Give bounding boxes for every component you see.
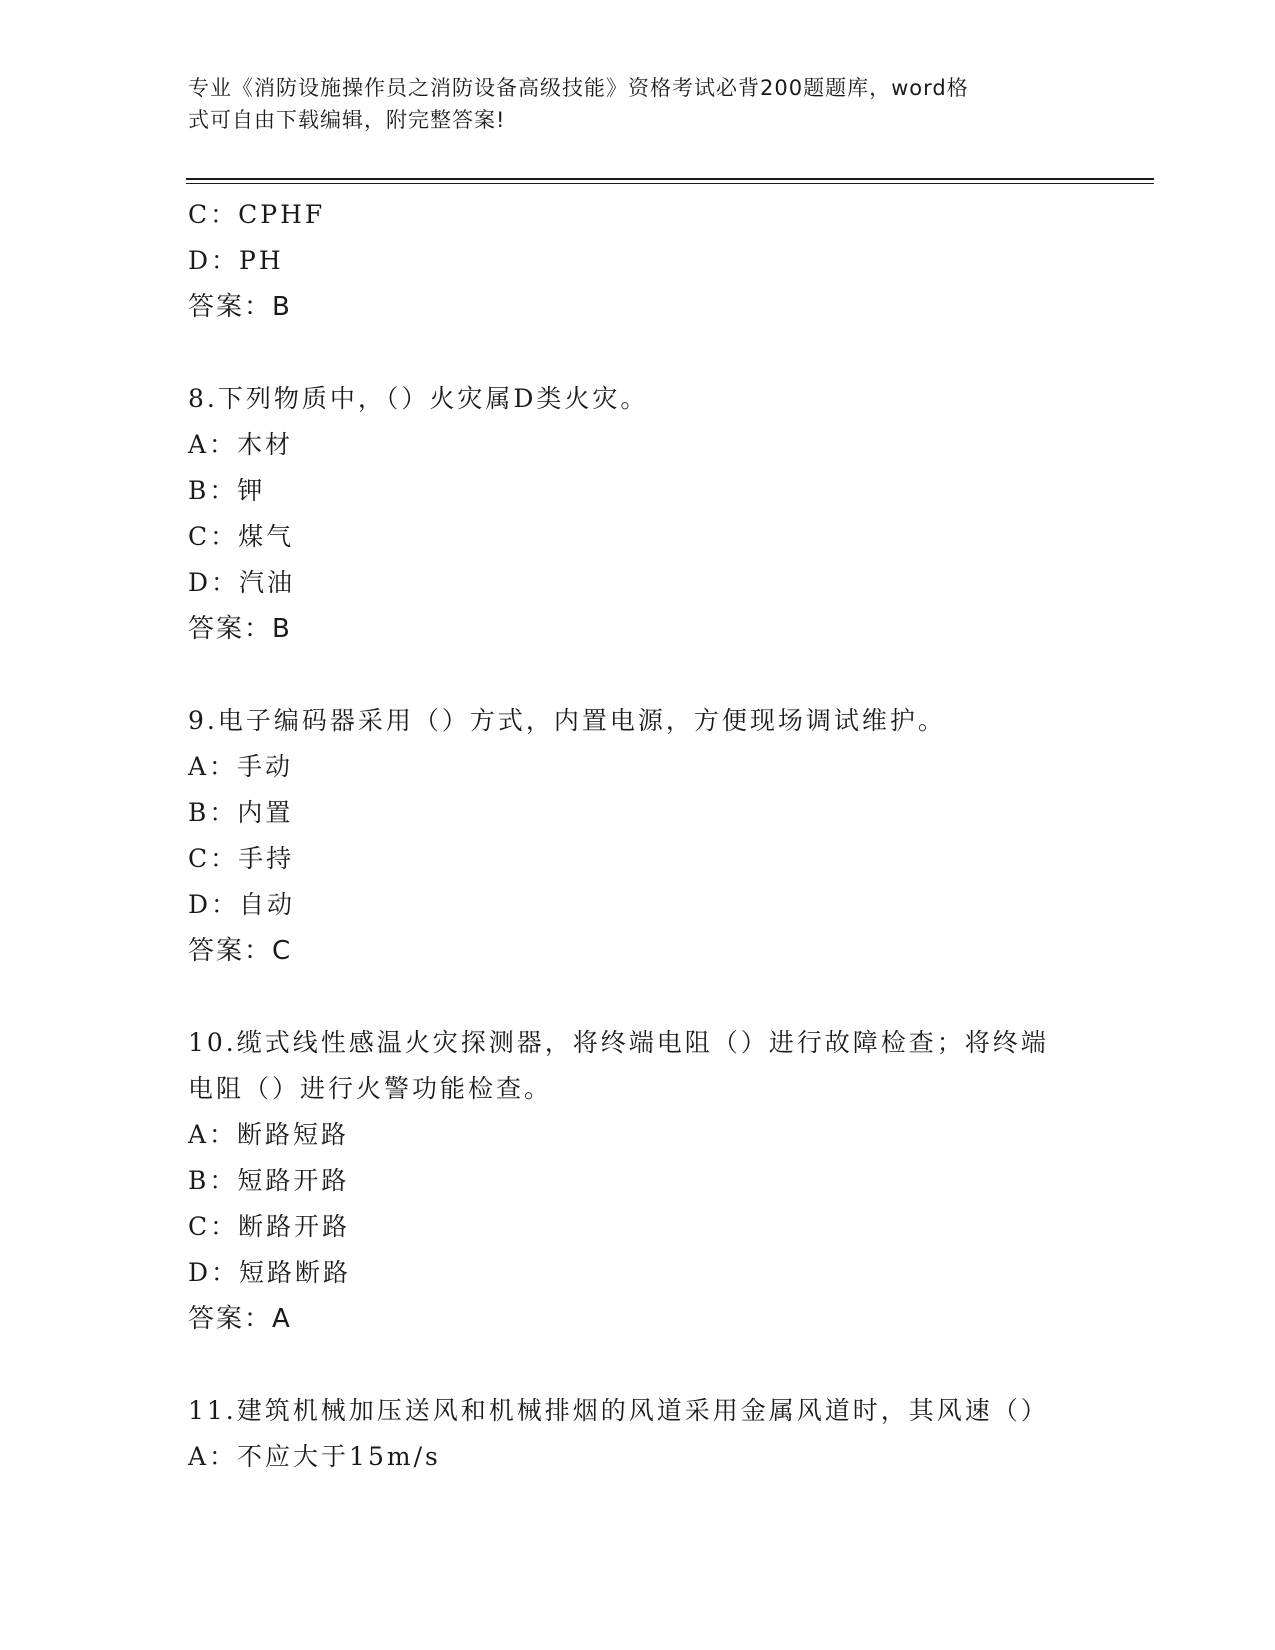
option-b: B：内置: [188, 798, 294, 827]
option-b: B：钾: [188, 476, 266, 505]
question-list: [188, 192, 1088, 1480]
option-c: C：断路开路: [188, 1212, 351, 1241]
question-stem: 8.下列物质中，（）火灾属D类火灾。: [188, 384, 649, 413]
option-d: D：汽油: [188, 568, 296, 597]
question-gap: [188, 1342, 1088, 1388]
question-stem-line-2: 电阻（）进行火警功能检查。: [188, 1074, 553, 1103]
question-8: [188, 376, 1088, 652]
header-line-1: 专业《消防设施操作员之消防设备高级技能》资格考试必背200题题库，word格: [188, 76, 969, 100]
option-c: C：煤气: [188, 522, 295, 551]
option-a: A：木材: [188, 430, 294, 459]
option-a: A：手动: [188, 752, 294, 781]
question-stem: 9.电子编码器采用（）方式，内置电源，方便现场调试维护。: [188, 706, 946, 735]
option-a: A：不应大于15m/s: [188, 1442, 441, 1471]
question-11: [188, 1388, 1088, 1480]
option-c: C：CPHF: [188, 200, 326, 229]
question-stem: 11.建筑机械加压送风和机械排烟的风道采用金属风道时，其风速（）: [188, 1396, 1049, 1425]
answer: 答案：B: [188, 614, 292, 644]
option-c: C：手持: [188, 844, 295, 873]
option-d: D：PH: [188, 246, 284, 275]
option-d: D：自动: [188, 890, 296, 919]
question-gap: [188, 652, 1088, 698]
question-10: [188, 1020, 1088, 1342]
question-gap: [188, 330, 1088, 376]
header-divider-thin: [186, 183, 1154, 184]
answer: 答案：C: [188, 936, 293, 966]
question-stem-line-1: 10.缆式线性感温火灾探测器，将终端电阻（）进行故障检查；将终端: [188, 1028, 1049, 1057]
header-divider-thick: [186, 178, 1154, 180]
answer: 答案：A: [188, 1304, 292, 1334]
question-7-tail: [188, 192, 1088, 330]
header-line-2: 式可自由下载编辑，附完整答案!: [188, 108, 506, 132]
option-a: A：断路短路: [188, 1120, 350, 1149]
answer: 答案：B: [188, 292, 292, 322]
option-d: D：短路断路: [188, 1258, 352, 1287]
document-header: [188, 72, 1068, 136]
question-9: [188, 698, 1088, 974]
question-gap: [188, 974, 1088, 1020]
option-b: B：短路开路: [188, 1166, 350, 1195]
